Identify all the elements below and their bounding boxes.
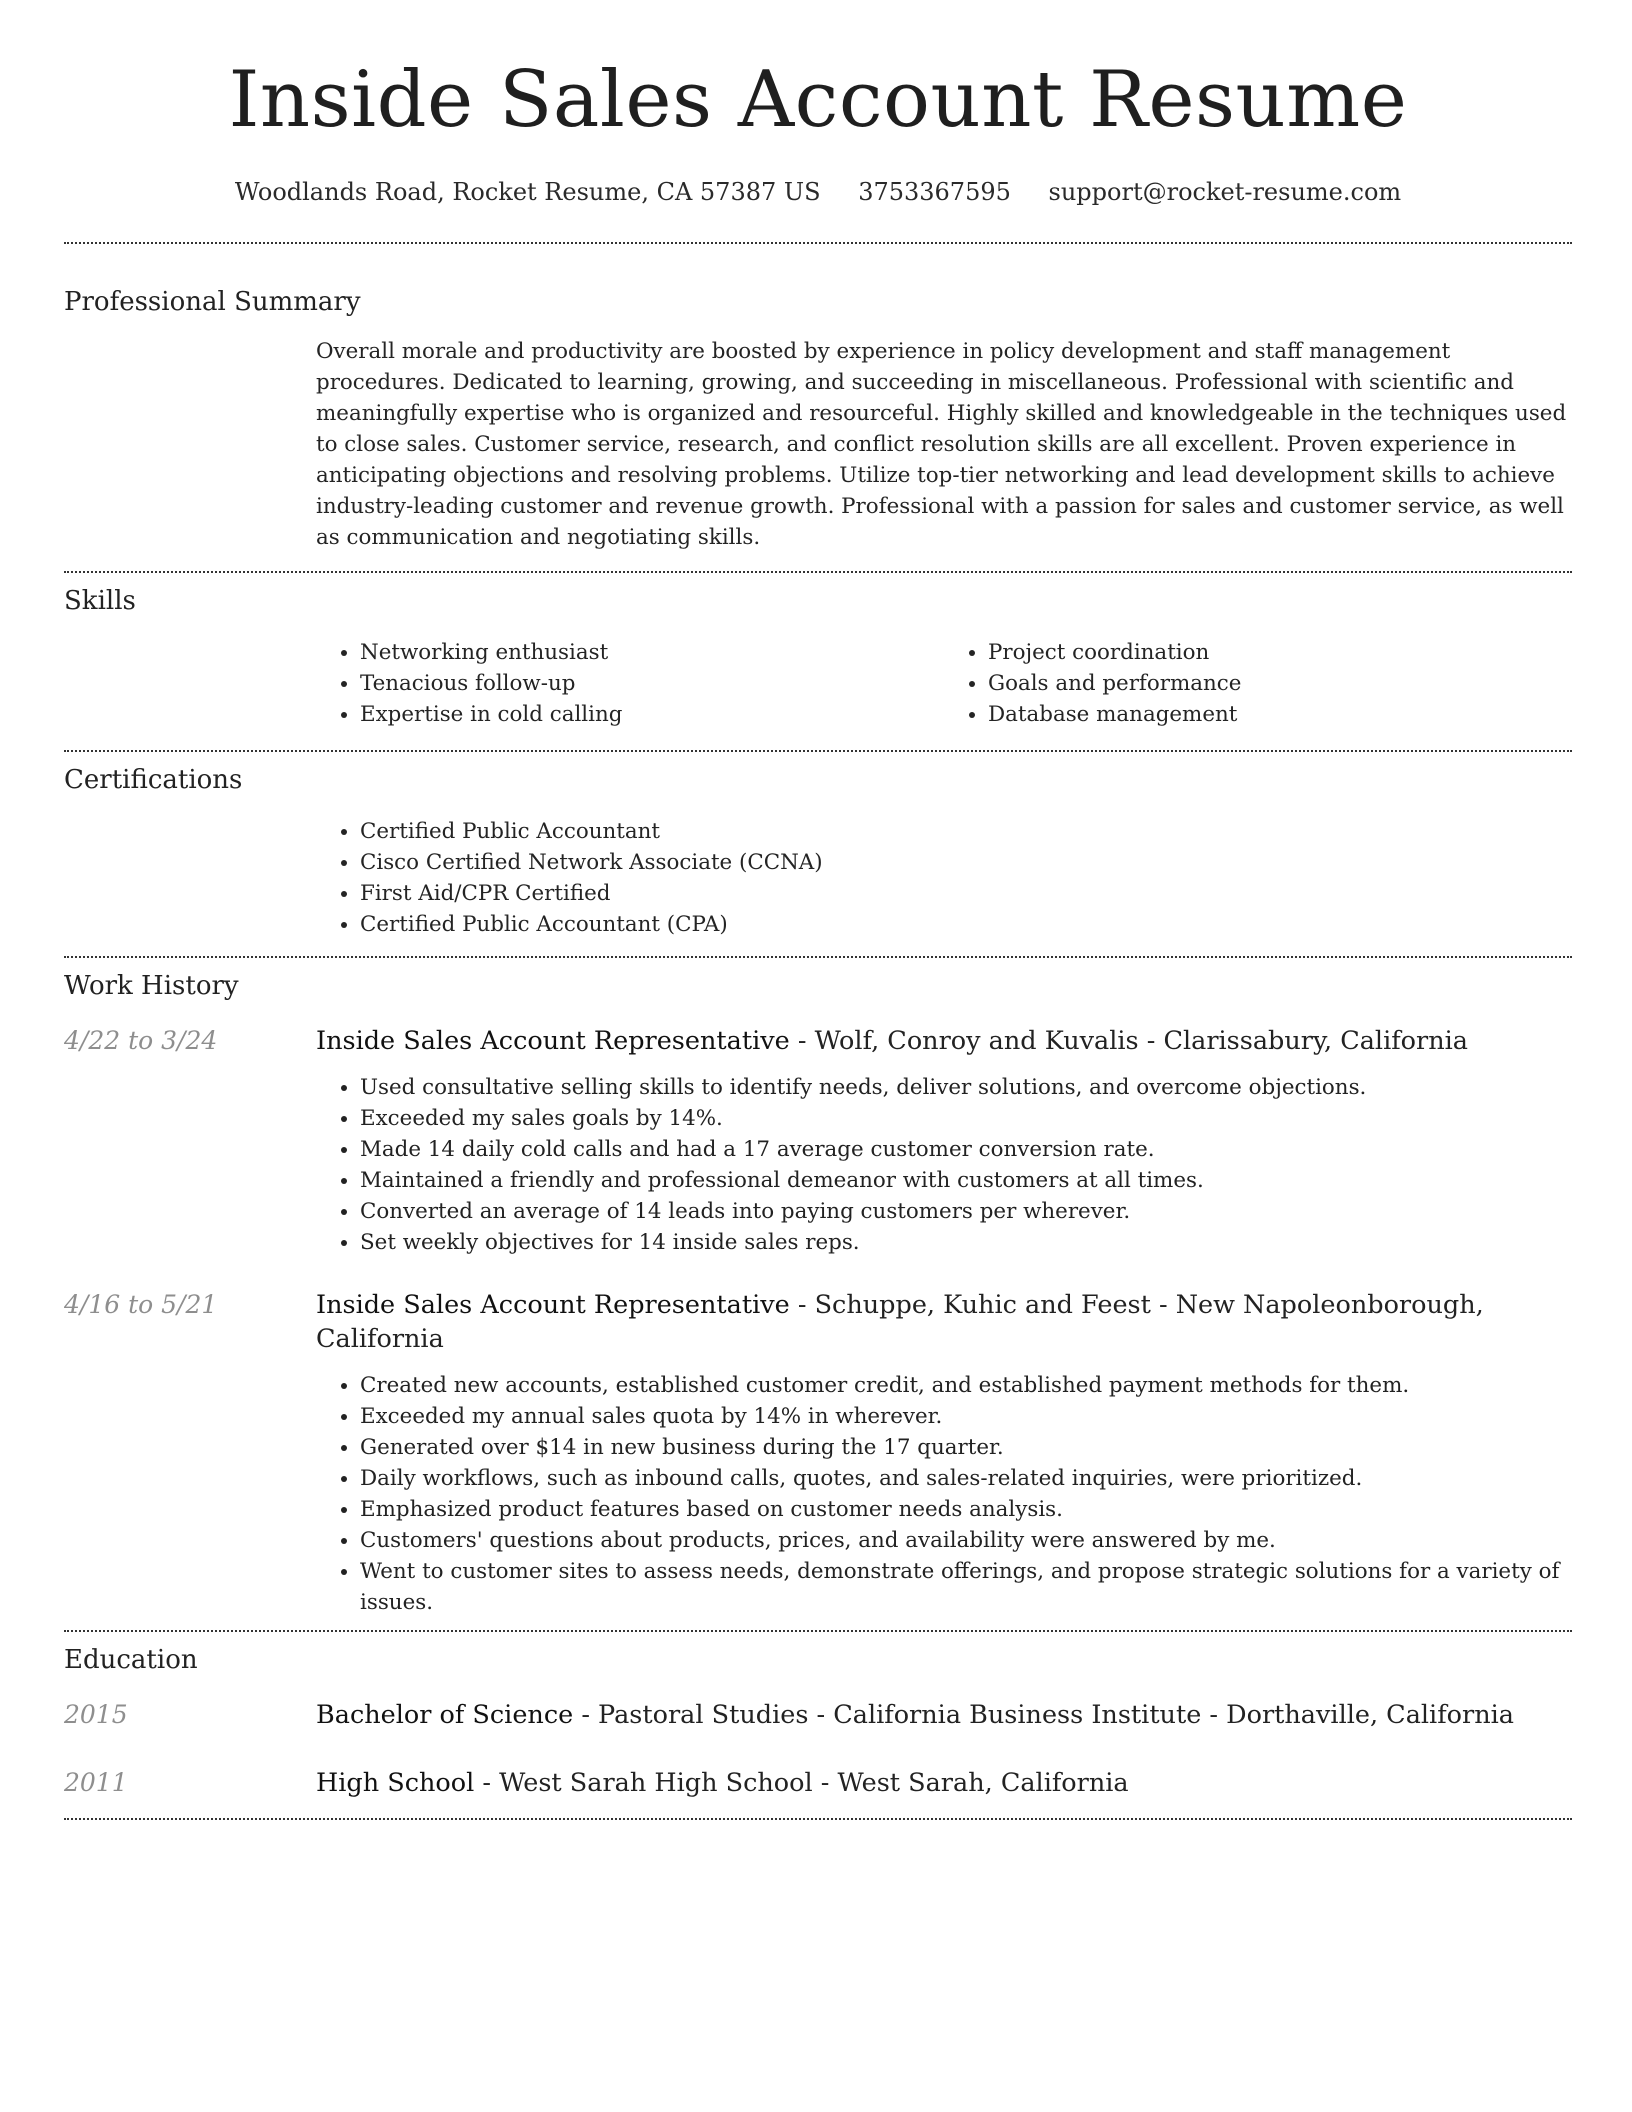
job-bullet: • Converted an average of 14 leads into paying customers per wherever. [360, 1196, 1572, 1227]
education-section [64, 1632, 1572, 1800]
job-details: - Wolf, Conroy and Kuvalis - Clarissabury, California [789, 1026, 1468, 1056]
certifications-list [316, 816, 1572, 940]
job-bullet: • Set weekly objectives for 14 inside sales reps. [360, 1227, 1572, 1258]
contact-line [64, 176, 1572, 208]
education-entry [64, 1766, 1572, 1800]
skill-item: • Expertise in cold calling [360, 699, 944, 730]
education-body [316, 1698, 1572, 1732]
job-entry [64, 1288, 1572, 1618]
certification-item: • Cisco Certified Network Associate (CCNA) [360, 847, 1572, 878]
job-bullets [316, 1072, 1572, 1258]
certification-item: • First Aid/CPR Certified [360, 878, 1572, 909]
skills-section [64, 573, 1572, 730]
education-body [316, 1766, 1572, 1800]
job-bullet: • Created new accounts, established customer credit, and established payment methods for them. [360, 1370, 1572, 1401]
job-title: Inside Sales Account Representative [316, 1026, 790, 1056]
job-bullet: • Went to customer sites to assess needs, demonstrate offerings, and propose strategic solutions for a variety of issues. [360, 1556, 1572, 1618]
job-dates: 4/22 to 3/24 [64, 1026, 218, 1055]
summary-section [64, 244, 1572, 553]
job-bullet: • Customers' questions about products, prices, and availability were answered by me. [360, 1525, 1572, 1556]
skills-list-left [316, 637, 944, 730]
job-bullet: • Daily workflows, such as inbound calls, quotes, and sales-related inquiries, were prioritized. [360, 1463, 1572, 1494]
job-entry [64, 1024, 1572, 1258]
education-degree: High School [316, 1768, 475, 1798]
resume-page [64, 0, 1572, 1820]
certifications-section [64, 752, 1572, 940]
job-details: - Schuppe, Kuhic and Feest - New Napoleonborough, California [316, 1290, 1484, 1354]
skills-list-right [944, 637, 1572, 730]
resume-title: Inside Sales Account Resume [228, 55, 1408, 145]
job-header [316, 1288, 1572, 1356]
job-bullet: • Maintained a friendly and professional demeanor with customers at all times. [360, 1165, 1572, 1196]
section-divider [64, 1818, 1572, 1820]
job-body [316, 1288, 1572, 1618]
job-bullets [316, 1370, 1572, 1618]
contact-address: Woodlands Road, Rocket Resume, CA 57387 US [234, 178, 821, 206]
certifications-heading: Certifications [64, 765, 243, 795]
work-history-section [64, 958, 1572, 1618]
education-heading: Education [64, 1645, 198, 1675]
job-header [316, 1024, 1572, 1058]
education-degree: Bachelor of Science [316, 1700, 574, 1730]
skills-grid [316, 637, 1572, 730]
skill-item: • Database management [988, 699, 1572, 730]
job-title: Inside Sales Account Representative [316, 1290, 790, 1320]
job-bullet: • Used consultative selling skills to identify needs, deliver solutions, and overcome objections. [360, 1072, 1572, 1103]
certification-item: • Certified Public Accountant (CPA) [360, 909, 1572, 940]
job-dates: 4/16 to 5/21 [64, 1290, 218, 1319]
skill-item: • Networking enthusiast [360, 637, 944, 668]
education-year: 2011 [64, 1768, 128, 1797]
education-year: 2015 [64, 1700, 128, 1729]
summary-content [316, 336, 1572, 553]
contact-email: support@rocket-resume.com [1048, 178, 1402, 206]
education-details: - Pastoral Studies - California Business Institute - Dorthaville, California [573, 1700, 1514, 1730]
summary-heading: Professional Summary [64, 287, 361, 317]
job-bullet: • Made 14 daily cold calls and had a 17 average customer conversion rate. [360, 1134, 1572, 1165]
certifications-content [316, 816, 1572, 940]
certification-item: • Certified Public Accountant [360, 816, 1572, 847]
skills-heading: Skills [64, 586, 136, 616]
job-body [316, 1024, 1572, 1258]
education-details: - West Sarah High School - West Sarah, California [474, 1768, 1129, 1798]
job-bullet: • Exceeded my annual sales quota by 14% in wherever. [360, 1401, 1572, 1432]
skill-item: • Goals and performance [988, 668, 1572, 699]
job-bullet: • Exceeded my sales goals by 14%. [360, 1103, 1572, 1134]
education-entry [64, 1698, 1572, 1732]
contact-phone: 3753367595 [858, 178, 1011, 206]
job-bullet: • Emphasized product features based on customer needs analysis. [360, 1494, 1572, 1525]
skill-item: • Project coordination [988, 637, 1572, 668]
summary-text: Overall morale and productivity are boosted by experience in policy development and staff management procedures. Dedicated to learning, growing, and succeeding in miscellaneous. Professional with scientific and meaningfully expertise who is organized and resourceful. Highly skilled and knowledgeable in the techniques used to close sales. Customer service, research, and conflict resolution skills are all excellent. Proven experience in anticipating objections and resolving problems. Utilize top-tier networking and lead development skills to achieve industry-leading customer and revenue growth. Professional with a passion for sales and customer service, as well as communication and negotiating skills. [316, 339, 1567, 550]
job-bullet: • Generated over $14 in new business during the 17 quarter. [360, 1432, 1572, 1463]
work-history-heading: Work History [64, 971, 239, 1001]
skill-item: • Tenacious follow-up [360, 668, 944, 699]
